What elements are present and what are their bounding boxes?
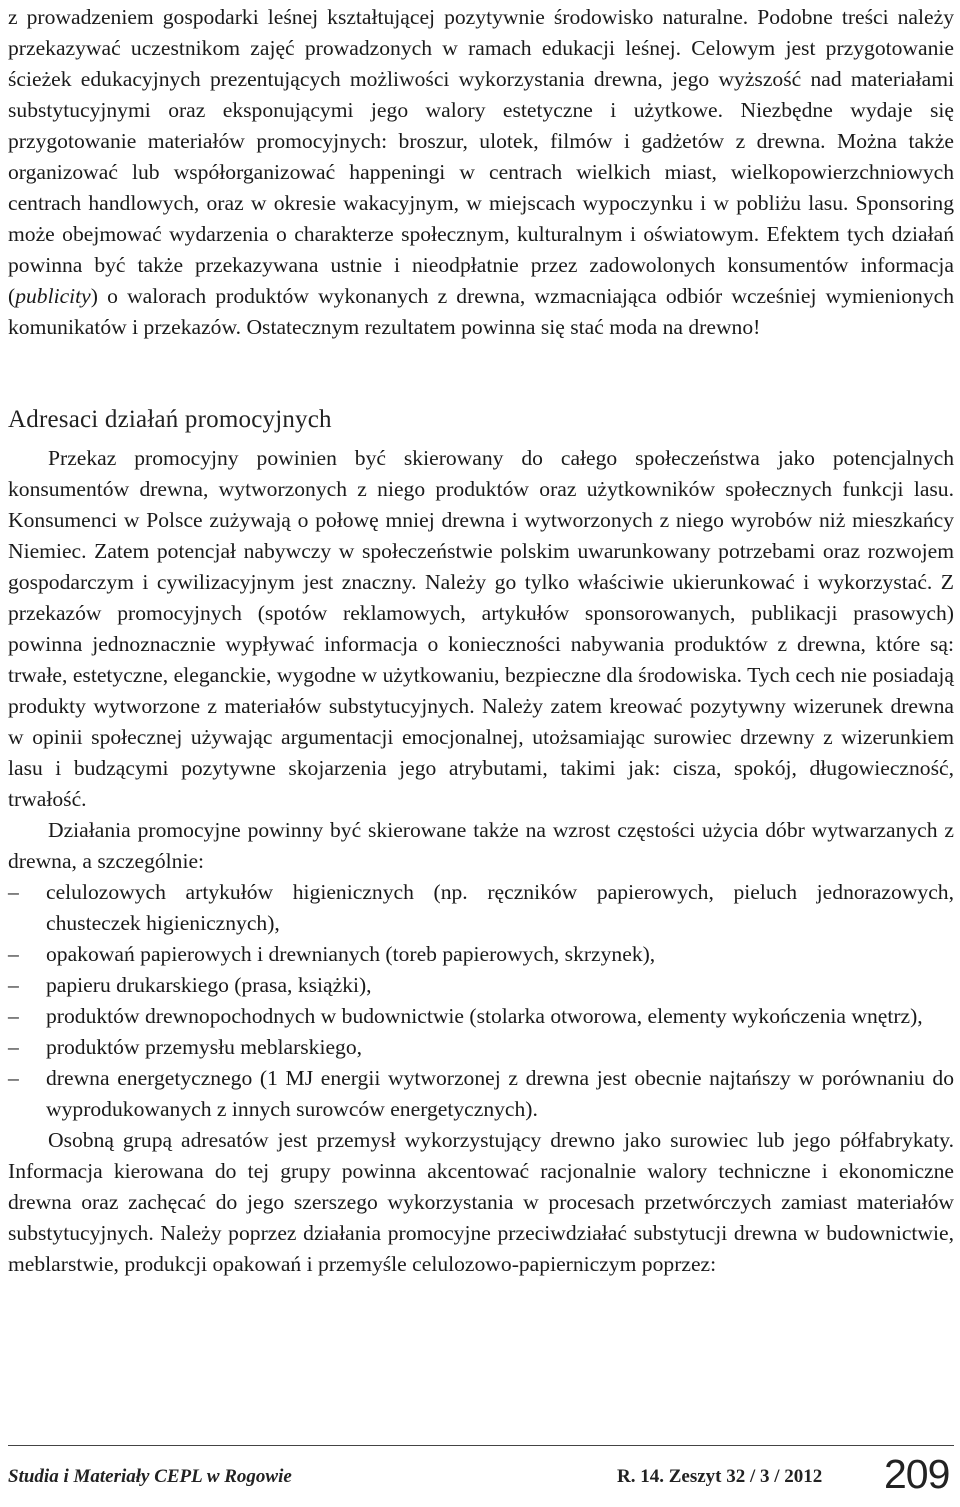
list-dash: – [8,880,19,904]
list-dash: – [8,1004,19,1028]
page-number: 209 [884,1451,950,1497]
list-item-text: opakowań papierowych i drewnianych (toreb papierowych, skrzynek), [46,942,656,966]
paragraph-usage: Działania promocyjne powinny być skierowane także na wzrost częstości użycia dóbr wytwarzanych z drewna, a szczególnie: [8,818,954,873]
goods-list [8,877,954,1125]
list-item-text: papieru drukarskiego (prasa, książki), [46,973,372,997]
footer-journal-title: Studia i Materiały CEPL w Rogowie [8,1466,292,1487]
list-item [8,1063,954,1125]
footer-issue: R. 14. Zeszyt 32 / 3 / 2012 [617,1466,823,1487]
list-item [8,939,954,970]
list-item-text: produktów przemysłu meblarskiego, [46,1035,363,1059]
document-page [8,0,954,1280]
intro-text-tail: ) o walorach produktów wykonanych z drewna, wzmacniająca odbiór wcześniej wymienionych komunikatów i przekazów. Ostatecznym rezultatem powinna się stać moda na drewno! [8,284,954,339]
list-item [8,970,954,1001]
list-item [8,1001,954,1032]
list-item-text: celulozowych artykułów higienicznych (np. ręczników papierowych, pieluch jednorazowych, chusteczek higienicznych), [46,880,954,935]
list-item [8,1032,954,1063]
intro-text: z prowadzeniem gospodarki leśnej kształtującej pozytywnie środowisko naturalne. Podobne treści należy przekazywać uczestnikom zajęć prowadzonych w ramach edukacji leśnej. Celowym jest przygotowanie ścieżek edukacyjnych prezentujących możliwości wykorzystania drewna, jego wyższość nad materiałami substytucyjnymi oraz eksponującymi jego walory estetyczne i użytkowe. Niezbędne wydaje się przygotowanie materiałów promocyjnych: broszur, ulotek, filmów i gadżetów z drewna. Można także organizować lub współorganizować happeningi w centrach wielkich miast, wielkopowierzchniowych centrach handlowych, oraz w okresie wakacyjnym, w miejscach wypoczynku i w pobliżu lasu. Sponsoring może obejmować wydarzenia o charakterze społecznym, kulturalnym i oświatowym. Efektem tych działań powinna być także przekazywana ustnie i nieodpłatnie przez zadowolonych konsumentów informacja ( [8,5,954,308]
list-item-text: produktów drewnopochodnych w budownictwie (stolarka otworowa, elementy wykończenia wnętrz), [46,1004,923,1028]
list-dash: – [8,942,19,966]
intro-italic-term: publicity [15,284,91,308]
list-item-text: drewna energetycznego (1 MJ energii wytworzonej z drewna jest obecnie najtańszy w porównaniu do wyprodukowanych z innych surowców energetycznych). [46,1066,954,1121]
list-dash: – [8,1066,19,1090]
paragraph-industry: Osobną grupą adresatów jest przemysł wykorzystujący drewno jako surowiec lub jego półfabrykaty. Informacja kierowana do tej grupy powinna akcentować racjonalnie walory techniczne i ekonomiczne drewna oraz zachęcać do jego szerszego wykorzystania w procesach przetwórczych zamiast materiałów substytucyjnych. Należy poprzez działania promocyjne przeciwdziałać substytucji drewna w budownictwie, meblarstwie, produkcji opakowań i przemyśle celulozowo-papierniczym poprzez: [8,1128,954,1276]
footer-rule [8,1445,954,1446]
list-dash: – [8,973,19,997]
list-item [8,877,954,939]
list-dash: – [8,1035,19,1059]
intro-paragraph [8,2,954,343]
paragraph-addressees: Przekaz promocyjny powinien być skierowany do całego społeczeństwa jako potencjalnych konsumentów drewna, wytworzonych z niego produktów oraz użytkowników społecznych funkcji lasu. Konsumenci w Polsce zużywają o połowę mniej drewna i wytworzonych z niego wyrobów niż mieszkańcy Niemiec. Zatem potencjał nabywczy w społeczeństwie polskim uwarunkowany potrzebami oraz rozwojem gospodarczym i cywilizacyjnym jest znaczny. Należy go tylko właściwie ukierunkować i wykorzystać. Z przekazów promocyjnych (spotów reklamowych, artykułów sponsorowanych, publikacji prasowych) powinna jednoznacznie wypływać informacja o konieczności nabywania produktów z drewna, które są: trwałe, estetyczne, eleganckie, wygodne w użytkowaniu, bezpieczne dla środowiska. Tych cech nie posiadają produkty wytworzone z materiałów substytucyjnych. Należy zatem kreować pozytywny wizerunek drewna w opinii społecznej używając argumentacji emocjonalnej, utożsamiając surowiec drzewny z wizerunkiem lasu i budzącymi pozytywne skojarzenia jego atrybutami, takimi jak: cisza, spokój, długowieczność, trwałość. [8,446,954,811]
section-heading: Adresaci działań promocyjnych [8,406,332,433]
